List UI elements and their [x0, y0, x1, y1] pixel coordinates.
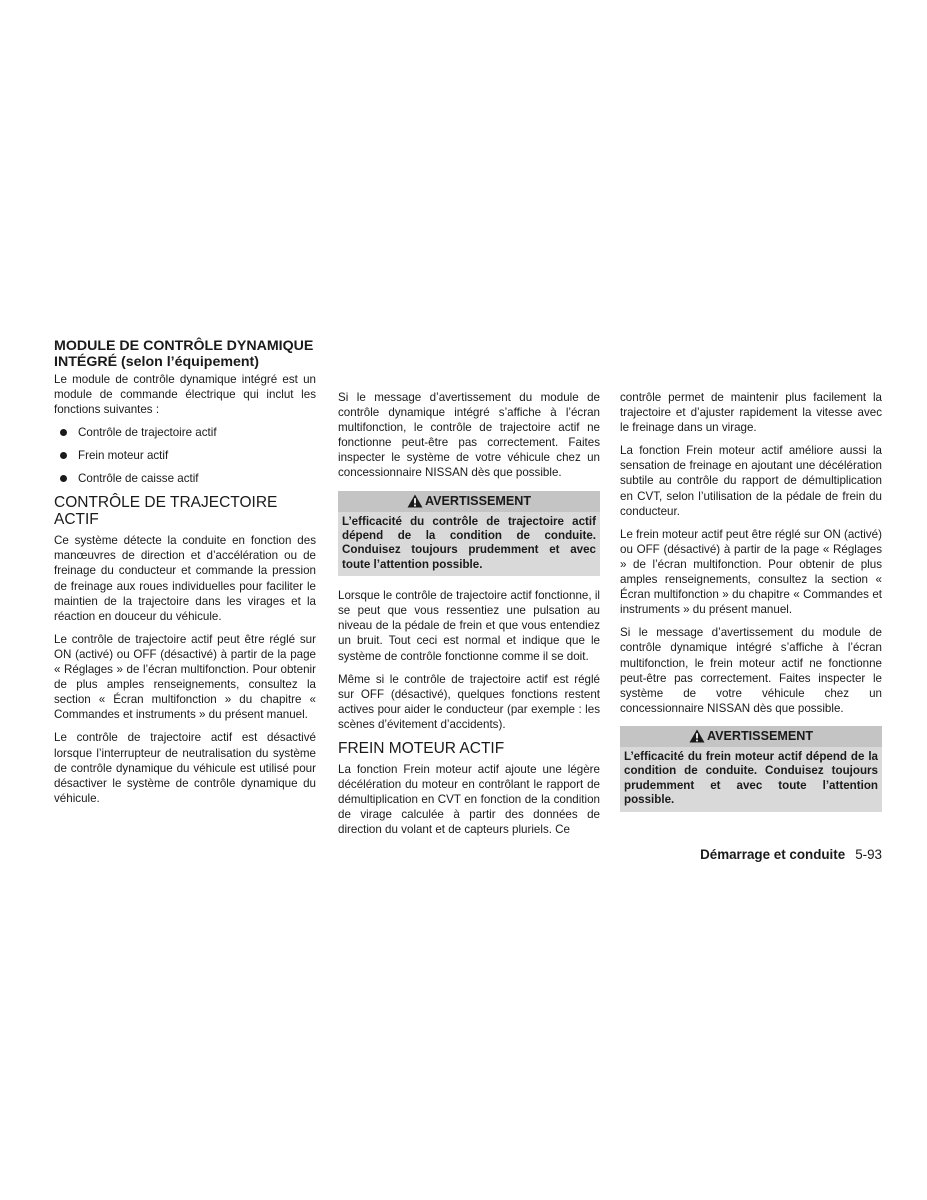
warning-box	[338, 491, 600, 577]
paragraph: Si le message d’avertissement du module de contrôle dynamique intégré s’affiche à l’écran multifonction, le frein moteur actif ne fonctionne peut-être pas correctement. Faites inspecter le système de votre véhicule chez un concessionnaire NISSAN dès que possible.	[620, 626, 882, 715]
warning-text: L’efficacité du contrôle de trajectoire actif dépend de la condition de conduite. Conduisez toujours prudemment et avec toute l’attention possible.	[342, 514, 596, 571]
column-left	[54, 339, 316, 814]
list-item: Contrôle de trajectoire actif	[54, 425, 316, 440]
paragraph: Ce système détecte la conduite en fonction des manœuvres de direction et d’accélération ou de freinage du conducteur et commande la pression de freinage aux roues individuelles pour faciliter le maintien de la trajectoire dans les virages et la réaction en douceur du véhicule.	[54, 534, 316, 623]
list-item: Frein moteur actif	[54, 448, 316, 463]
warning-text: L’efficacité du frein moteur actif dépend de la condition de conduite. Conduisez toujours prudemment et avec toute l’attention possible.	[624, 749, 878, 807]
section-heading: MODULE DE CONTRÔLE DYNAMIQUE INTÉGRÉ (selon l’équipement)	[54, 338, 314, 370]
paragraph: Lorsque le contrôle de trajectoire actif fonctionne, il se peut que vous ressentiez une pulsation au niveau de la pédale de frein et que vous entendiez un bruit. Tout ceci est normal et indique que le système de contrôle fonctionne comme il se doit.	[338, 589, 600, 663]
subheading-engine-brake: FREIN MOTEUR ACTIF	[338, 740, 505, 758]
paragraph: Même si le contrôle de trajectoire actif est réglé sur OFF (désactivé), quelques fonctions restent actives pour aider le conducteur (par exemple : les scènes d’évitement d’accidents).	[338, 672, 600, 731]
paragraph: La fonction Frein moteur actif améliore aussi la sensation de freinage en ajoutant une décélération subtile au contrôle du rapport de démultiplication en CVT, selon l’utilisation de la pédale de frein du conducteur.	[620, 444, 882, 518]
footer-section-title: Démarrage et conduite	[700, 847, 846, 862]
warning-box	[620, 726, 882, 812]
paragraph: Le contrôle de trajectoire actif peut être réglé sur ON (activé) ou OFF (désactivé) à partir de la page « Réglages » de l’écran multifonction. Pour obtenir de plus amples renseignements, consultez la section « Écran multifonction » du chapitre « Commandes et instruments » du présent manuel.	[54, 632, 316, 722]
page-number: 5-93	[855, 847, 882, 862]
warning-triangle-icon	[407, 494, 423, 508]
bullet-icon	[60, 452, 67, 459]
subheading-trajectory: CONTRÔLE DE TRAJECTOIRE ACTIF	[54, 494, 278, 529]
paragraph: Le frein moteur actif peut être réglé sur ON (activé) ou OFF (désactivé) à partir de la page « Réglages » de l’écran multifonction. Pour obtenir de plus amples renseignements, consultez la section « Écran multifonction » du chapitre « Commandes et instruments » du présent manuel.	[620, 527, 882, 617]
paragraph: La fonction Frein moteur actif ajoute une légère décélération du moteur en contrôlant le rapport de démultiplication en CVT en fonction de la condition de virage calculée à partir des données de direction du volant et de capteurs pluriels. Ce	[338, 763, 600, 837]
column-right	[620, 390, 882, 824]
feature-list	[54, 425, 316, 486]
warning-title: AVERTISSEMENT	[706, 728, 814, 743]
column-middle	[338, 390, 600, 846]
warning-title: AVERTISSEMENT	[424, 493, 532, 508]
bullet-icon	[60, 429, 67, 436]
paragraph: Le contrôle de trajectoire actif est désactivé lorsque l’interrupteur de neutralisation du système de contrôle dynamique du véhicule est utilisé pour désactiver le système de contrôle dynamique du véhicule.	[54, 731, 316, 805]
list-item: Contrôle de caisse actif	[54, 471, 316, 486]
paragraph: Si le message d’avertissement du module de contrôle dynamique intégré s’affiche à l’écran multifonction, le contrôle de trajectoire actif ne fonctionne peut-être pas correctement. Faites inspecter le système de votre véhicule chez un concessionnaire NISSAN dès que possible.	[338, 391, 600, 480]
page-footer	[700, 847, 882, 862]
bullet-icon	[60, 475, 67, 482]
warning-header	[620, 726, 882, 747]
warning-triangle-icon	[689, 729, 705, 743]
intro-paragraph: Le module de contrôle dynamique intégré est un module de commande électrique qui inclut les fonctions suivantes :	[54, 373, 316, 417]
paragraph: contrôle permet de maintenir plus facilement la trajectoire et d’ajuster rapidement la vitesse avec le freinage dans un virage.	[620, 391, 882, 435]
warning-header	[338, 491, 600, 512]
